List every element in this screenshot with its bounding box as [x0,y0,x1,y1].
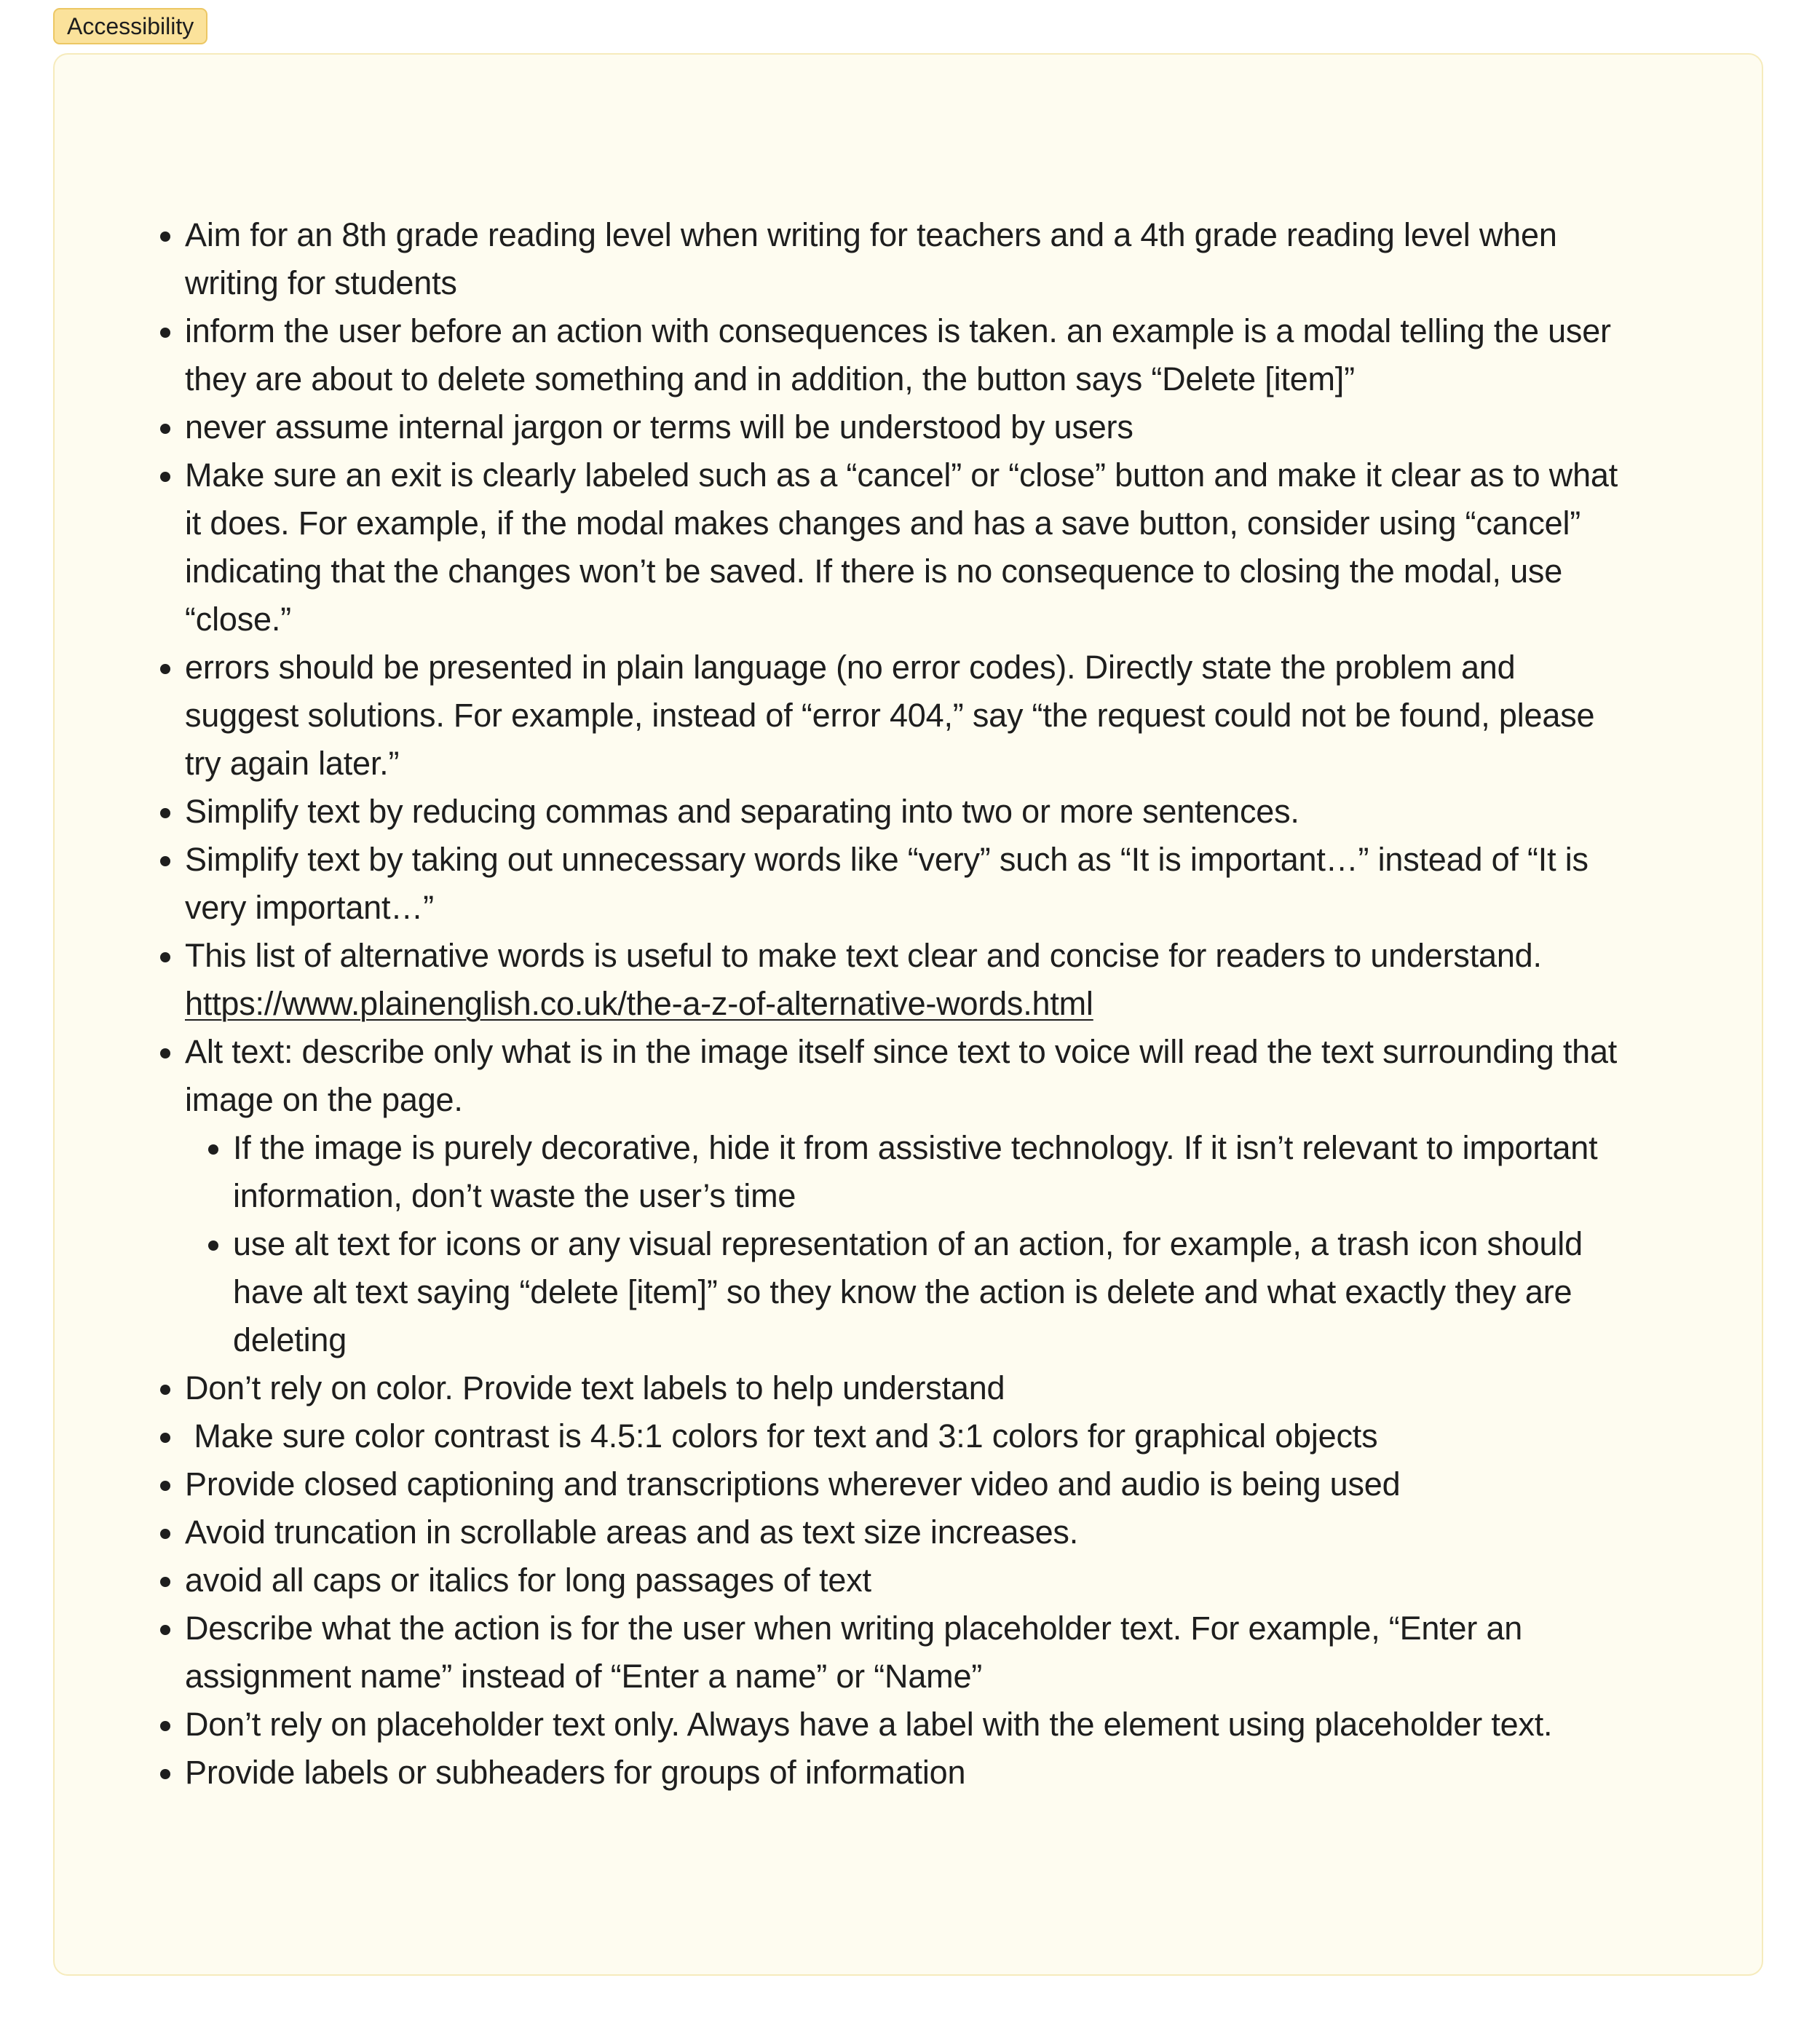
list-item: • Provide labels or subheaders for groups of information [185,1749,1630,1797]
list-item: • Simplify text by taking out unnecessary words like “very” such as “It is important…” instead of “It is very important…” [185,836,1630,932]
list-item: • inform the user before an action with consequences is taken. an example is a modal telling the user they are about to delete something and in addition, the button says “Delete [item]” [185,307,1630,403]
guidelines-list [156,211,1630,1797]
list-item: • Make sure an exit is clearly labeled such as a “cancel” or “close” button and make it clear as to what it does. For example, if the modal makes changes and has a save button, consider using “cancel” indicating that the changes won’t be saved. If there is no consequence to closing the modal, use “close.” [185,451,1630,644]
list-item: • Provide closed captioning and transcriptions wherever video and audio is being used [185,1460,1630,1508]
list-item: • Simplify text by reducing commas and separating into two or more sentences. [185,788,1630,836]
list-item [185,932,1630,1028]
section-badge: Accessibility [53,8,207,44]
guidelines-content [156,211,1630,1797]
nested-list-item: • use alt text for icons or any visual representation of an action, for example, a trash icon should have alt text saying “delete [item]” so they know the action is delete and what exactly they are deleting [233,1220,1630,1364]
list-item: • Don’t rely on color. Provide text labels to help understand [185,1364,1630,1412]
nested-list-item: • If the image is purely decorative, hide it from assistive technology. If it isn’t relevant to important information, don’t waste the user’s time [233,1124,1630,1220]
list-item: • errors should be presented in plain language (no error codes). Directly state the problem and suggest solutions. For example, instead of “error 404,” say “the request could not be found, please try again later.” [185,644,1630,788]
list-item: • never assume internal jargon or terms will be understood by users [185,403,1630,451]
list-item: • Aim for an 8th grade reading level when writing for teachers and a 4th grade reading level when writing for students [185,211,1630,307]
list-item: • avoid all caps or italics for long passages of text [185,1556,1630,1604]
list-item-text: This list of alternative words is useful to make text clear and concise for readers to understand. [185,937,1542,974]
alternative-words-link[interactable]: https://www.plainenglish.co.uk/the-a-z-of-alternative-words.html [185,985,1093,1022]
list-item: • Don’t rely on placeholder text only. Always have a label with the element using placeholder text. [185,1701,1630,1749]
nested-list [185,1124,1630,1364]
list-item [185,1028,1630,1364]
list-item: • Describe what the action is for the user when writing placeholder text. For example, “Enter an assignment name” instead of “Enter a name” or “Name” [185,1604,1630,1701]
list-item: • Avoid truncation in scrollable areas and as text size increases. [185,1508,1630,1556]
list-item: • Make sure color contrast is 4.5:1 colors for text and 3:1 colors for graphical objects [185,1412,1630,1460]
list-item-text: Alt text: describe only what is in the image itself since text to voice will read the text surrounding that image on the page. [185,1033,1618,1118]
